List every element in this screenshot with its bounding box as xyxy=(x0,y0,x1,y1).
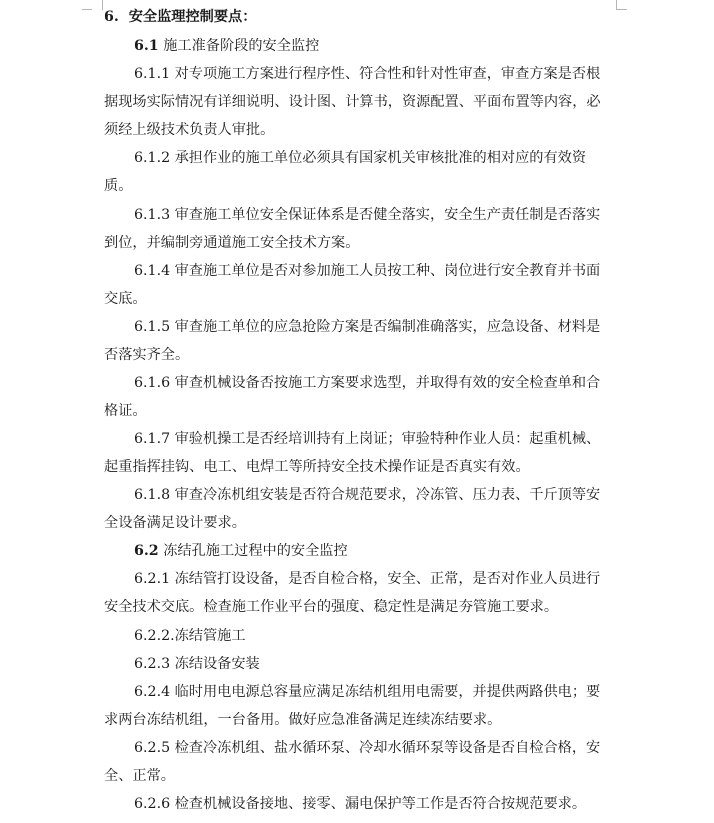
paragraph-line: 6.2.6 检查机械设备接地、接零、漏电保护等工作是否符合按规范要求。 xyxy=(134,796,587,812)
paragraph-line: 6.1.1 对专项施工方案进行程序性、符合性和针对性审查，审查方案是否根 xyxy=(134,66,601,82)
paragraph-line: 安全技术交底。检查施工作业平台的强度、稳定性是满足夯管施工要求。 xyxy=(104,599,559,615)
paragraph-line: 6.1.4 审查施工单位是否对参加施工人员按工种、岗位进行安全教育并书面 xyxy=(134,263,601,279)
paragraph-line: 6.1.8 审查冷冻机组安装是否符合规范要求，冷冻管、压力表、千斤顶等安 xyxy=(134,487,601,503)
paragraph-line: 否落实齐全。 xyxy=(104,347,190,363)
paragraph-line: 6.1.5 审查施工单位的应急抢险方案是否编制准确落实，应急设备、材料是 xyxy=(134,319,601,335)
subsection-heading-6-2 xyxy=(134,541,348,561)
paragraph-line: 全、正常。 xyxy=(104,768,175,784)
paragraph-line: 6.2.2.冻结管施工 xyxy=(134,628,246,644)
paragraph-line: 6.2.3 冻结设备安装 xyxy=(134,656,260,672)
paragraph-line: 6.1.6 审查机械设备否按施工方案要求选型，并取得有效的安全检查单和合 xyxy=(134,375,601,391)
paragraph-line: 6.2.5 检查冷冻机组、盐水循环泵、冷却水循环泵等设备是否自检合格，安 xyxy=(134,740,601,756)
page-corner-mark-right-h xyxy=(617,9,627,10)
paragraph-line: 起重指挥挂钩、电工、电焊工等所持安全技术操作证是否真实有效。 xyxy=(104,459,530,475)
section-heading xyxy=(104,7,256,27)
section-number: 6. xyxy=(104,9,119,25)
paragraph-line: 质。 xyxy=(104,178,133,194)
subsection-number: 6.2 xyxy=(134,543,159,559)
page-corner-mark-left-h xyxy=(82,9,92,10)
paragraph-line: 6.1.2 承担作业的施工单位必须具有国家机关审核批准的相对应的有效资 xyxy=(134,150,587,166)
paragraph-line: 6.2.4 临时用电电源总容量应满足冻结机组用电需要，并提供两路供电；要 xyxy=(134,684,601,700)
subsection-title: 冻结孔施工过程中的安全监控 xyxy=(163,543,348,559)
paragraph-line: 到位，并编制旁通道施工安全技术方案。 xyxy=(104,235,360,251)
paragraph-line: 须经上级技术负责人审批。 xyxy=(104,122,275,138)
paragraph-line: 全设备满足设计要求。 xyxy=(104,515,246,531)
paragraph-line: 求两台冻结机组，一台备用。做好应急准备满足连续冻结要求。 xyxy=(104,712,502,728)
page-corner-mark-left xyxy=(92,0,103,10)
paragraph-line: 据现场实际情况有详细说明、设计图、计算书，资源配置、平面布置等内容，必 xyxy=(104,94,601,110)
paragraph-line: 交底。 xyxy=(104,291,147,307)
paragraph-line: 6.1.3 审查施工单位安全保证体系是否健全落实，安全生产责任制是否落实 xyxy=(134,207,601,223)
paragraph-line: 格证。 xyxy=(104,403,147,419)
section-title: 安全监理控制要点： xyxy=(128,9,257,25)
paragraph-line: 6.2.1 冻结管打设设备，是否自检合格，安全、正常，是否对作业人员进行 xyxy=(134,571,601,587)
subsection-title: 施工准备阶段的安全监控 xyxy=(163,38,320,54)
paragraph-line: 6.1.7 审验机操工是否经培训持有上岗证；审验特种作业人员：起重机械、 xyxy=(134,431,601,447)
subsection-number: 6.1 xyxy=(134,38,159,54)
subsection-heading-6-1 xyxy=(134,36,319,56)
